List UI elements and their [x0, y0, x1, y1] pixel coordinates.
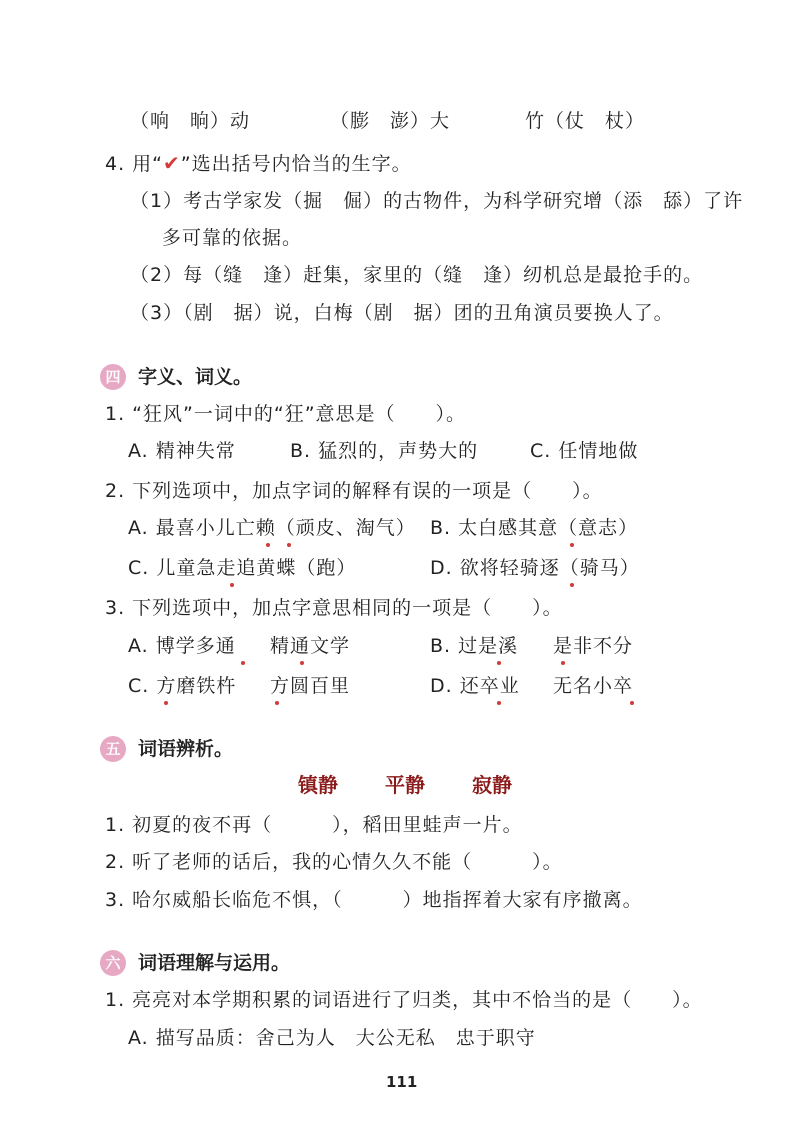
word-option: 寂静	[472, 773, 512, 797]
emphasis-dot	[287, 543, 291, 547]
sec4-q3-option-c2: 方圆百里	[270, 675, 351, 697]
sec4-q3-option-b2: 是非不分	[553, 635, 634, 657]
q3-option-b: （膨 澎）大	[330, 110, 451, 132]
sec4-q3-option-d1: D. 还卒业	[430, 675, 520, 697]
sec4-q3-option-b1: B. 过是溪	[430, 635, 519, 657]
checkmark-icon: ✔	[163, 151, 181, 175]
section-badge: 四	[100, 364, 126, 390]
emphasis-dot	[561, 661, 565, 665]
page-number: 111	[386, 1073, 418, 1091]
sec5-q2: 2. 听了老师的话后，我的心情久久不能（ ）。	[105, 851, 563, 873]
emphasis-dot	[300, 661, 304, 665]
q4-suffix: ”选出括号内恰当的生字。	[180, 153, 412, 175]
emphasis-dot	[266, 543, 270, 547]
q4-item-3: （3）（剧 据）说，白梅（剧 据）团的丑角演员要换人了。	[130, 302, 674, 324]
sec4-q1: 1. “狂风”一词中的“狂”意思是（ ）。	[105, 403, 467, 425]
sec4-q1-option-a: A. 精神失常	[128, 440, 236, 462]
emphasis-dot	[570, 583, 574, 587]
emphasis-dot	[230, 583, 234, 587]
sec4-q3-option-d2: 无名小卒	[553, 675, 634, 697]
q4-item-1: （1）考古学家发（掘 倔）的古物件，为科学研究增（添 舔）了许	[130, 190, 744, 212]
section-title: 词语辨析。	[138, 738, 234, 760]
word-option: 平静	[385, 773, 425, 797]
sec4-q3-option-a2: 精通文学	[270, 635, 351, 657]
sec4-q3: 3. 下列选项中，加点字意思相同的一项是（ ）。	[105, 597, 563, 619]
q4-item-2: （2）每（缝 逢）赶集，家里的（缝 逢）纫机总是最抢手的。	[130, 264, 704, 286]
section-badge: 五	[100, 736, 126, 762]
section-title: 字义、词义。	[138, 366, 253, 388]
sec4-q1-option-c: C. 任情地做	[530, 440, 639, 462]
emphasis-dot	[275, 701, 279, 705]
sec6-q1-option-a: A. 描写品质：舍己为人 大公无私 忠于职守	[128, 1027, 536, 1049]
sec4-q2-option-d: D. 欲将轻骑逐（骑马）	[430, 557, 640, 579]
q4-item-1-cont: 多可靠的依据。	[162, 227, 303, 249]
section-badge: 六	[100, 950, 126, 976]
word-option: 镇静	[298, 773, 338, 797]
emphasis-dot	[630, 701, 634, 705]
q4-prefix: 4. 用“	[105, 153, 164, 175]
sec4-q2-option-a: A. 最喜小儿亡赖（顽皮、淘气）	[128, 517, 416, 539]
q3-option-a: （响 晌）动	[130, 110, 251, 132]
sec4-q1-option-b: B. 猛烈的，声势大的	[290, 440, 479, 462]
section-title: 词语理解与运用。	[138, 952, 291, 974]
emphasis-dot	[570, 543, 574, 547]
sec4-q2-option-c: C. 儿童急走追黄蝶（跑）	[128, 557, 357, 579]
sec5-q3: 3. 哈尔威船长临危不惧，（ ）地指挥着大家有序撤离。	[105, 889, 643, 911]
emphasis-dot	[497, 661, 501, 665]
sec4-q2-option-b: B. 太白感其意（意志）	[430, 517, 639, 539]
sec4-q3-option-c1: C. 方磨铁杵	[128, 675, 237, 697]
sec5-q1: 1. 初夏的夜不再（ ），稻田里蛙声一片。	[105, 814, 523, 836]
q4-instruction	[105, 150, 412, 177]
sec4-q3-option-a1: A. 博学多通	[128, 635, 236, 657]
q3-option-c: 竹（仗 杖）	[525, 110, 646, 132]
emphasis-dot	[497, 701, 501, 705]
emphasis-dot	[241, 661, 245, 665]
sec4-q2: 2. 下列选项中，加点字词的解释有误的一项是（ ）。	[105, 480, 603, 502]
emphasis-dot	[164, 701, 168, 705]
sec6-q1: 1. 亮亮对本学期积累的词语进行了归类，其中不恰当的是（ ）。	[105, 989, 703, 1011]
